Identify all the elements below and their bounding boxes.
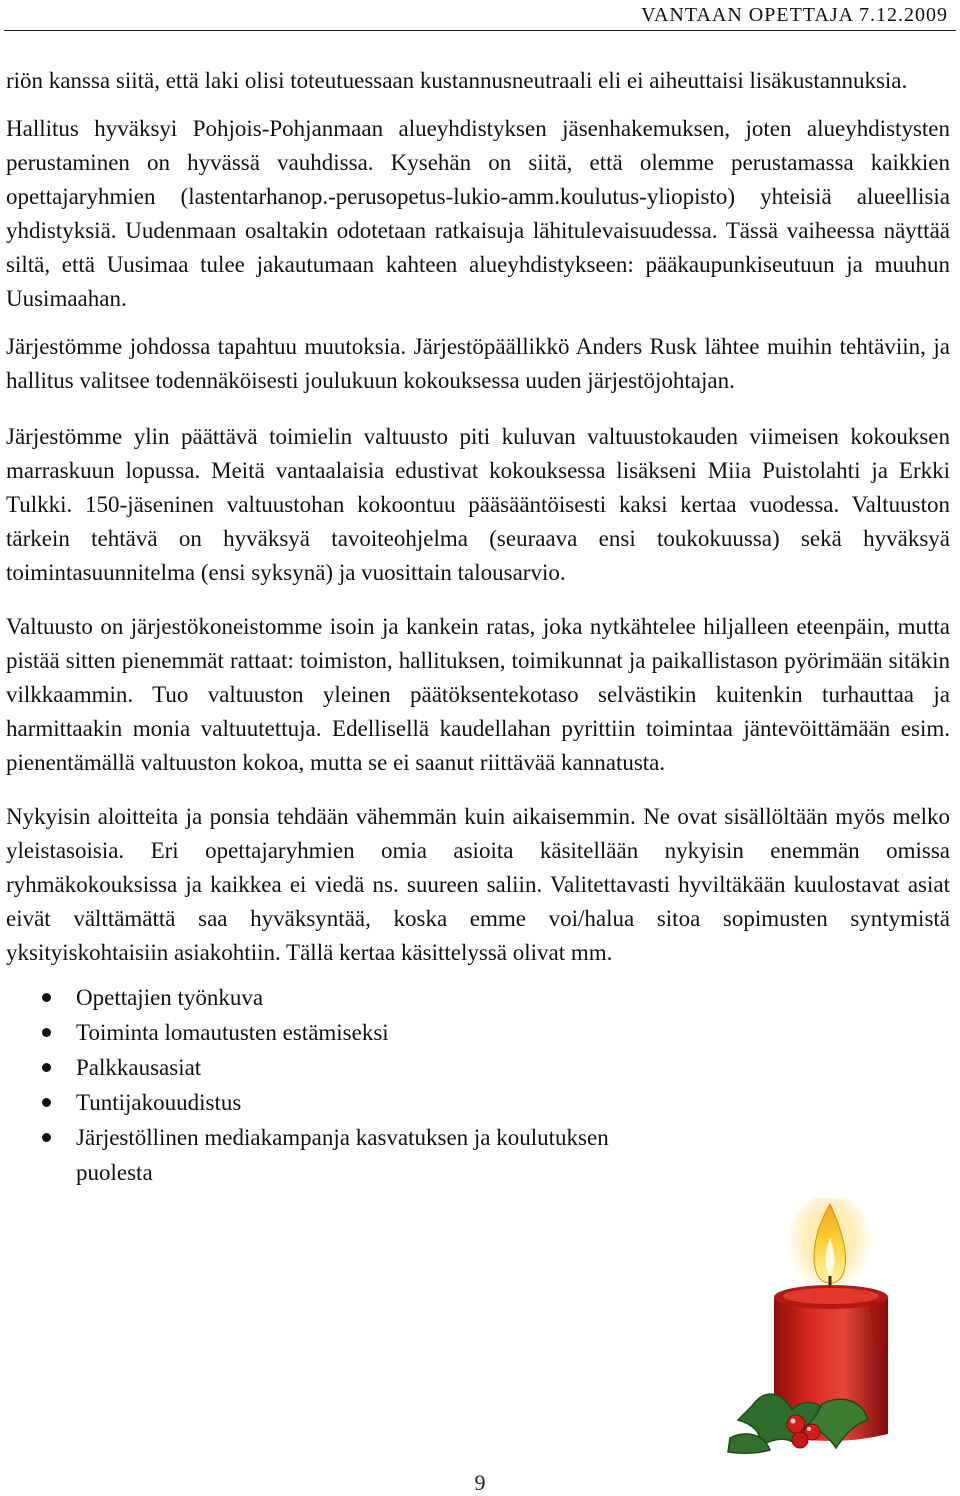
list-item-text: Tuntijakouudistus	[76, 1090, 242, 1115]
header-rule	[4, 30, 956, 31]
list-item-text: Järjestöllinen mediakampanja kasvatuksen ja koulutuksen puolesta	[76, 1125, 609, 1185]
paragraph: riön kanssa siitä, että laki olisi toteutuessaan kustannusneutraali eli ei aiheuttaisi lisäkustannuksia.	[6, 68, 908, 93]
topic-list	[6, 980, 666, 1190]
paragraph: Valtuusto on järjestökoneistomme isoin ja kankein ratas, joka nytkähtelee hiljalleen eteenpäin, mutta pistää sitten pienemmät rattaat: toimiston, hallituksen, toimikunnat ja paikallistason pyörimään sitäkin vilkkaammin. Tuo valtuuston yleinen päätöksentekotaso selvästikin kuitenkin turhauttaa ja harmittaakin monia valtuutettuja. Edellisellä kaudellahan pyrittiin toimintaa jäntevöittämään esim. pienentämällä valtuuston kokoa, mutta se ei saanut riittävää kannatusta.	[6, 614, 950, 775]
paragraph: Järjestömme johdossa tapahtuu muutoksia. Järjestöpäällikkö Anders Rusk lähtee muihin tehtäviin, ja hallitus valitsee todennäköisesti joulukuun kokouksessa uuden järjestöjohtajan.	[6, 334, 950, 393]
list-item	[6, 1120, 666, 1190]
list-item	[6, 1015, 666, 1050]
bullet-icon	[42, 1063, 51, 1072]
paragraph: Järjestömme ylin päättävä toimielin valtuusto piti kuluvan valtuustokauden viimeisen kokouksen marraskuun lopussa. Meitä vantaalaisia edustivat kokouksessa lisäkseni Miia Puistolahti ja Erkki Tulkki. 150-jäseninen valtuustohan kokoontuu pääsääntöisesti kaksi kertaa vuodessa. Valtuuston tärkein tehtävä on hyväksyä tavoiteohjelma (seuraava ensi toukokuussa) sekä hyväksyä toimintasuunnitelma (ensi syksynä) ja vuosittain talousarvio.	[6, 424, 950, 585]
publication-title: VANTAAN OPETTAJA 7.12.2009	[641, 4, 948, 26]
paragraph: Nykyisin aloitteita ja ponsia tehdään vähemmän kuin aikaisemmin. Ne ovat sisällöltään myös melko yleistasoisia. Eri opettajaryhmien omia asioita käsitellään nykyisin enemmän omissa ryhmäkokouksissa ja kaikkea ei viedä ns. suureen saliin. Valitettavasti hyviltäkään kuulostavat asiat eivät välttämättä saa hyväksyntää, koska emme voi/halua sitoa sopimusten syntymistä yksityiskohtaisiin asiakohtiin. Tällä kertaa käsittelyssä olivat mm.	[6, 804, 950, 965]
list-item-text: Toiminta lomautusten estämiseksi	[76, 1020, 389, 1045]
article-body	[6, 64, 950, 1190]
bullet-icon	[42, 1028, 51, 1037]
bullet-icon	[42, 1098, 51, 1107]
list-item-text: Palkkausasiat	[76, 1055, 202, 1080]
page-number: 9	[474, 1470, 486, 1495]
bullet-icon	[42, 993, 51, 1002]
list-item-text: Opettajien työnkuva	[76, 985, 264, 1010]
list-item	[6, 1050, 666, 1085]
christmas-candle-icon	[718, 1198, 948, 1460]
list-item	[6, 980, 666, 1015]
paragraph: Hallitus hyväksyi Pohjois-Pohjanmaan alueyhdistyksen jäsenhakemuksen, joten alueyhdistysten perustaminen on hyvässä vauhdissa. Kysehän on siitä, että olemme perustamassa kaikkien opettajaryhmien (lastentarhanop.-perusopetus-lukio-amm.koulutus-yliopisto) yhteisiä alueellisia yhdistyksiä. Uudenmaan osaltakin odotetaan ratkaisuja lähitulevaisuudessa. Tässä vaiheessa näyttää siltä, että Uusimaa tulee jakautumaan kahteen alueyhdistykseen: pääkaupunkiseutuun ja muuhun Uusimaahan.	[6, 116, 950, 311]
bullet-icon	[42, 1133, 51, 1142]
list-item	[6, 1085, 666, 1120]
page-header	[0, 0, 960, 40]
